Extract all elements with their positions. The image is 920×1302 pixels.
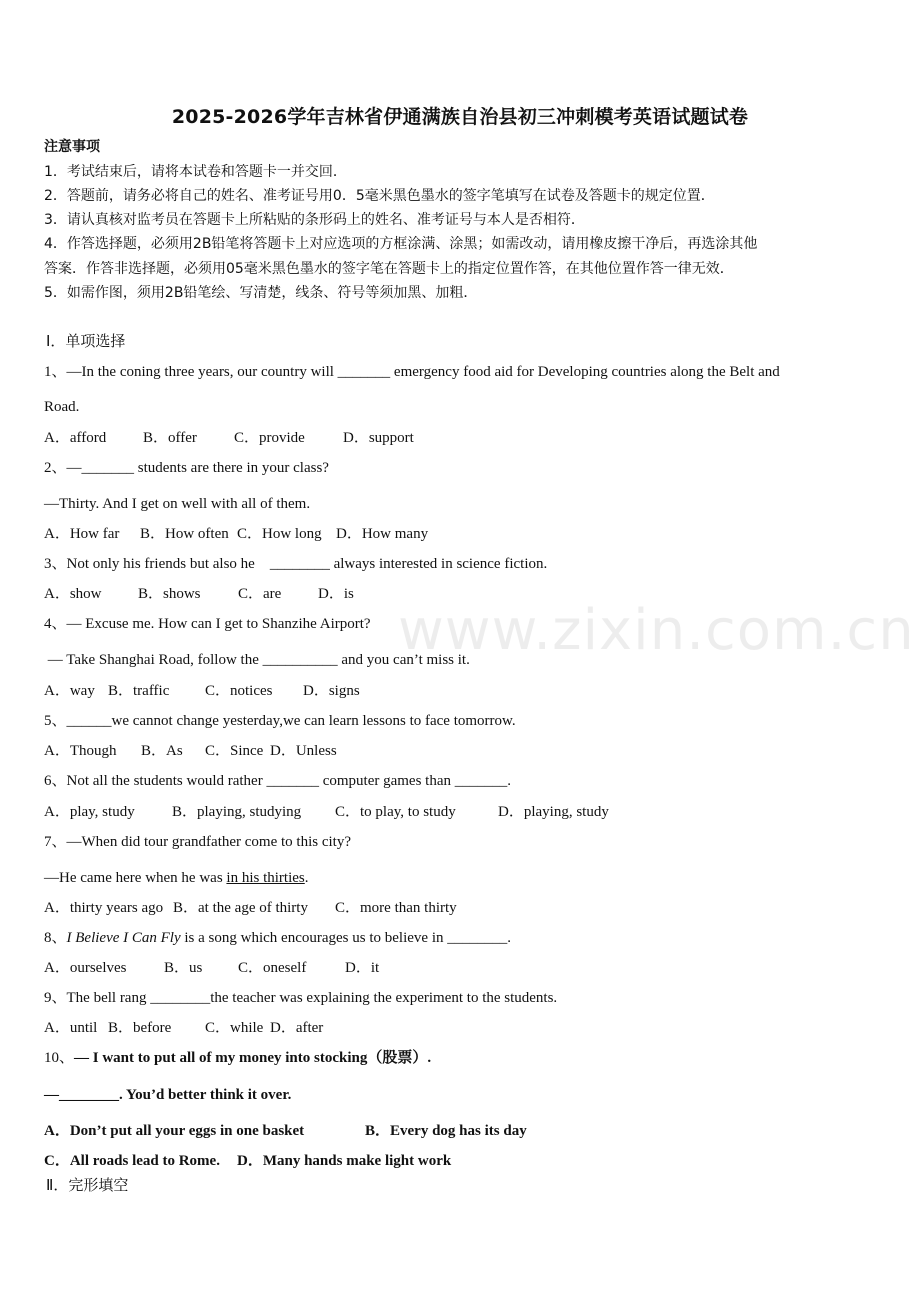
notice-item: 3．请认真核对监考员在答题卡上所粘贴的条形码上的姓名、准考证号与本人是否相符． <box>44 212 585 228</box>
watermark: www.zixin.com.cn <box>398 598 915 663</box>
q1-option-a[interactable]: A．afford <box>44 430 107 446</box>
q3-option-a[interactable]: A．show <box>44 586 102 602</box>
notice-heading: 注意事项 <box>44 139 100 155</box>
question-8-stem <box>44 928 511 948</box>
section-heading: Ⅰ．单项选择 <box>46 332 126 350</box>
q7-option-c[interactable]: C．more than thirty <box>335 900 457 916</box>
q9-option-a[interactable]: A．until <box>44 1020 98 1036</box>
q2-option-a[interactable]: A．How far <box>44 526 120 542</box>
q2-option-d[interactable]: D．How many <box>336 526 429 542</box>
q6-option-b[interactable]: B．playing, studying <box>172 804 302 820</box>
q9-option-c[interactable]: C．while <box>205 1020 264 1036</box>
question-4-stem: 4、— Excuse me. How can I get to Shanzihe Airport? <box>44 616 371 632</box>
notice-item: 2．答题前，请务必将自己的姓名、准考证号用0．5毫米黑色墨水的签字笔填写在试卷及答题卡的规定位置． <box>44 188 715 204</box>
question-6-stem: 6、Not all the students would rather _______ computer games than _______. <box>44 773 511 789</box>
q10-stem-text: — I want to put all of my money into stocking（股票）. <box>74 1050 432 1066</box>
q6-option-c[interactable]: C．to play, to study <box>335 804 456 820</box>
q3-option-d[interactable]: D．is <box>318 586 354 602</box>
q5-option-d[interactable]: D．Unless <box>270 743 337 759</box>
notice-item: 答案．作答非选择题，必须用05毫米黑色墨水的签字笔在答题卡上的指定位置作答，在其他位置作答一律无效． <box>44 261 734 277</box>
q2-option-c[interactable]: C．How long <box>237 526 322 542</box>
section-heading: Ⅱ．完形填空 <box>46 1176 129 1194</box>
q9-option-d[interactable]: D．after <box>270 1020 324 1036</box>
question-10-stem <box>44 1048 431 1068</box>
q4-option-a[interactable]: A．way <box>44 683 95 699</box>
question-9-stem: 9、The bell rang ________the teacher was explaining the experiment to the students. <box>44 990 558 1006</box>
q7-reply-text: —He came here when he was <box>44 870 227 886</box>
question-3-stem: 3、Not only his friends but also he ________ always interested in science fiction. <box>44 556 548 572</box>
question-7-stem: 7、—When did tour grandfather come to this city? <box>44 834 351 850</box>
question-2-reply: —Thirty. And I get on well with all of them. <box>44 496 311 512</box>
question-7-reply <box>44 868 309 888</box>
q8-option-d[interactable]: D．it <box>345 960 380 976</box>
q8-option-b[interactable]: B．us <box>164 960 203 976</box>
q7-option-b[interactable]: B．at the age of thirty <box>173 900 308 916</box>
q8-song-title: I Believe I Can Fly <box>66 930 181 946</box>
q4-option-b[interactable]: B．traffic <box>108 683 170 699</box>
page-title: 2025-2026学年吉林省伊通满族自治县初三冲刺模考英语试题试卷 <box>171 106 749 128</box>
q1-option-b[interactable]: B．offer <box>143 430 197 446</box>
question-10-reply: —________. You’d better think it over. <box>44 1087 292 1103</box>
q1-option-d[interactable]: D．support <box>343 430 414 446</box>
q8-option-c[interactable]: C．oneself <box>238 960 307 976</box>
q10-option-a[interactable]: A．Don’t put all your eggs in one basket <box>44 1123 305 1139</box>
notice-item: 1．考试结束后，请将本试卷和答题卡一并交回． <box>44 164 347 180</box>
notice-item: 5．如需作图，须用2B铅笔绘、写清楚，线条、符号等须加黑、加粗． <box>44 285 478 301</box>
q4-option-c[interactable]: C．notices <box>205 683 273 699</box>
q3-option-c[interactable]: C．are <box>238 586 282 602</box>
q6-option-d[interactable]: D．playing, study <box>498 804 609 820</box>
question-1-stem: 1、—In the coning three years, our country will _______ emergency food aid for Developing countries along the Belt and <box>44 364 780 380</box>
question-1-stem-cont: Road. <box>44 399 80 415</box>
q3-option-b[interactable]: B．shows <box>138 586 201 602</box>
q9-option-b[interactable]: B．before <box>108 1020 172 1036</box>
q5-option-a[interactable]: A．Though <box>44 743 117 759</box>
q10-option-c[interactable]: C．All roads lead to Rome. <box>44 1153 220 1169</box>
notice-item: 4．作答选择题，必须用2B铅笔将答题卡上对应选项的方框涂满、涂黑；如需改动，请用橡皮擦干净后，再选涂其他 <box>44 236 758 252</box>
q7-option-a[interactable]: A．thirty years ago <box>44 900 164 916</box>
q10-option-b[interactable]: B．Every dog has its day <box>365 1123 527 1139</box>
question-4-reply: — Take Shanghai Road, follow the __________ and you can’t miss it. <box>44 652 470 668</box>
q1-option-c[interactable]: C．provide <box>234 430 305 446</box>
q8-number: 8、 <box>44 930 67 946</box>
q7-underlined-phrase: in his thirties <box>226 870 305 886</box>
question-5-stem: 5、______we cannot change yesterday,we can learn lessons to face tomorrow. <box>44 713 516 729</box>
q7-reply-end: . <box>304 870 309 886</box>
q8-option-a[interactable]: A．ourselves <box>44 960 127 976</box>
q5-option-c[interactable]: C．Since <box>205 743 264 759</box>
q4-option-d[interactable]: D．signs <box>303 683 360 699</box>
q2-option-b[interactable]: B．How often <box>140 526 229 542</box>
q6-option-a[interactable]: A．play, study <box>44 804 135 820</box>
q10-option-d[interactable]: D．Many hands make light work <box>237 1153 452 1169</box>
question-2-stem: 2、—_______ students are there in your class? <box>44 460 329 476</box>
q8-stem-text: is a song which encourages us to believe in ________. <box>180 930 511 946</box>
q5-option-b[interactable]: B．As <box>141 743 183 759</box>
q10-number: 10、 <box>44 1050 75 1066</box>
